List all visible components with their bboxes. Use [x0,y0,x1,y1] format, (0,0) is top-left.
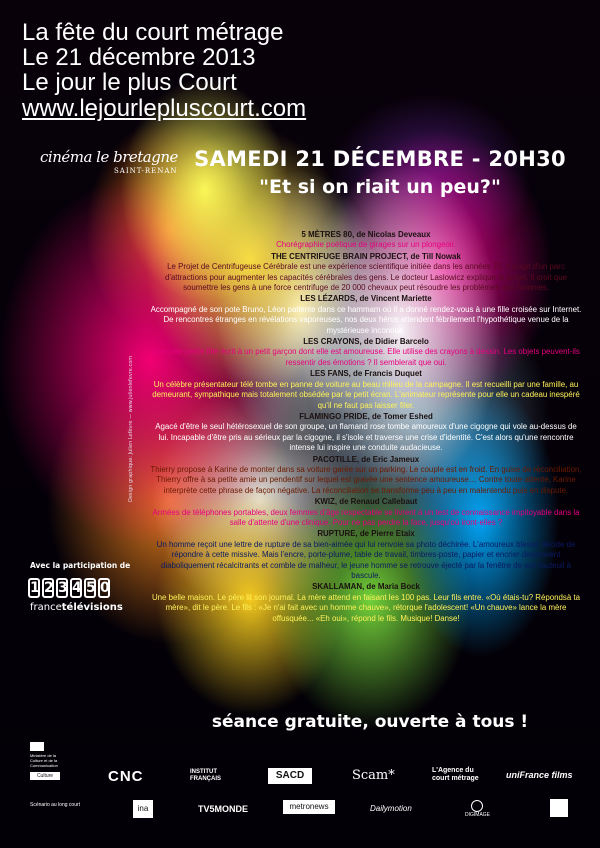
film-entry [150,497,582,528]
france-tv-channels-logo [28,578,110,600]
channel-digit: 1 [30,580,40,596]
cinema-logo-place: SAINT-RENAN [114,167,178,175]
design-credit: Design graphique: Julien Lefèvre — www.julienlefevre.com [128,355,134,502]
film-description: Une belle maison. Le père lit son journal. La mère attend en faisant les 100 pas. Leur fils entre. «Où étais-tu? Répondsà ta mère», dit le père. Le fils : «Je n'ai fait avec un homme chauve», rétorque l'adolescent! «Un chauve» lance la mère offusquée... «Eh oui», répond le fils. Musique! Danse! [151,592,581,623]
agence-court-metrage-logo: L'Agence du court métrage [432,767,479,782]
film-entry [150,582,582,624]
film-description: Accompagné de son pote Bruno, Léon patiente dans ce hammam où il a donné rendez-vous à une fille croisée sur Internet. De rencontres étranges en révélations vaporeuses, nos deux héros attendent fébrilement l'hypothétique venue de la mystérieuse inconnue. [150,304,582,335]
film-entry [150,412,582,454]
film-title: SKALLAMAN, de Maria Bock [312,582,420,592]
marianne-icon [30,742,44,751]
film-description: Une jolie petite fille écrit à un petit garçon dont elle est amoureuse. Elle utilise des crayons à dessin. Les objets peuvent-ils ressentir des émotions ? Il semblerait que oui. [152,347,580,367]
film-entry [150,455,582,497]
header-date: Le 21 décembre 2013 [22,44,256,71]
ftv-part2: télévisions [61,602,123,613]
ina-logo: ina [133,800,153,818]
film-description: Le Projet de Centrifugeuse Cérébrale est une expérience scientifique initiée dans les années 70. Il s'agit d'un parc d'attractions pour augmenter les capacités cérébrales des gens. Le docteur Laslowicz explique le projet. Il croit que soumettre les gens à une force centrifuge de 20 000 chevaux peut résoudre les problèmes des hommes. [165,262,567,293]
film-program [150,229,582,624]
france-televisions-logo [30,602,123,613]
film-title: LES LÉZARDS, de Vincent Mariette [300,294,432,304]
ministry-logo [30,742,66,768]
film-title: RUPTURE, de Pierre Etaix [317,529,415,539]
film-title: LES FANS, de Francis Duquet [310,369,422,379]
film-description: Agacé d'être le seul hétérosexuel de son groupe, un flamand rose tombe amoureux d'une cigogne qui vole au-dessus de lui. Incapable d'être pris au sérieux par la cigogne, il s'isole et traverse une crise d'identité. C'est alors qu'une rencontre intense lui inspire une conduite audacieuse. [155,422,577,453]
sacd-logo: SACD [268,768,312,784]
header-festival-name: La fête du court métrage [22,19,284,46]
channel-digit: 2 [44,580,54,596]
film-title: PACOTILLE, de Eric Jameux [312,454,420,464]
film-description: Chorégraphie poétique de girages sur un plongeoir. [276,240,456,250]
film-entry [150,369,582,411]
cinema-logo-name: cinéma le bretagne [40,148,178,166]
ftv-part1: france [30,602,62,613]
dailymotion-logo: Dailymotion [370,804,412,813]
event-date-time: SAMEDI 21 DÉCEMBRE - 20H30 [194,147,566,171]
film-title: FLAMINGO PRIDE, de Tomer Eshed [299,411,433,421]
ministry-logo-text: Ministère de la Culture et de la Communication [30,753,58,768]
metronews-logo: metronews [283,800,335,814]
film-title: 5 MÈTRES 80, de Nicolas Deveaux [301,230,431,239]
film-entry [150,230,582,251]
film-title: LES CRAYONS, de Didier Barcelo [303,337,429,347]
film-description: Un célèbre présentateur télé tombe en panne de voiture au beau milieu de la campagne. Il est recueilli par une famille, au demeurant, sympathique mais totalement obsédée par le petit écran. L'animateur représente pour elle un cadeau inespéré qu'il ne faut pas laisser filer. [152,379,580,410]
channel-digit: 0 [100,580,110,596]
channel-digit: 4 [72,580,82,596]
france-bleu-icon [550,799,568,817]
partners-label: Avec la participation de [30,561,131,570]
film-entry [150,252,582,294]
film-entry [150,529,582,581]
film-title: THE CENTRIFUGE BRAIN PROJECT, de Till Nowak [271,251,461,261]
film-entry [150,294,582,336]
event-subtitle: "Et si on riait un peu?" [259,176,501,198]
tv5monde-logo: TV5MONDE [198,804,249,814]
scam-logo: Scam* [352,768,395,783]
digimage-logo: DIGIMAGE [465,812,491,818]
film-description: Armées de téléphones portables, deux femmes d'âge respectable se livrent à un test de connaissance impitoyable dans la salle d'attente d'une clinique. Pour ne pas perdre la face, jusqu'où iront-elles ? [152,507,580,527]
film-description: Un homme reçoit une lettre de rupture de sa bien-aimée qui lui renvoie sa photo déchirée. L'amoureux blessé décide de répondre à cette missive. Mais l'encre, porte-plume, table de travail, timbres-poste, papier et encrier deviennent diaboliquement récalcitrants et comble de malheur, le jeune homme se retrouve éjecté par la fenêtre de son fauteuil à bascule. [156,539,576,580]
channel-digit: 5 [86,580,96,596]
film-entry [150,337,582,368]
institut-francais-logo: INSTITUT FRANÇAIS [190,769,221,782]
cnc-logo: CNC [108,768,144,785]
scenario-au-long-court-logo: Scénario au long court [30,802,81,808]
header-slogan: Le jour le plus Court [22,69,237,96]
film-description: Thierry propose à Karine de monter dans sa voiture garée sur un parking. Le couple est en froid. En guise de réconciliation, Thierry offre à sa petite amie un pendentif sur lequel est gravée une sentence amoureuse… Contre toute attente, Karine interprète cette phrase de façon négative. La réconciliation se transforme peu à peu en malentendu puis en dispute. [150,464,582,495]
unifrance-logo: uniFrance films [506,770,573,780]
digimage-icon [471,800,483,812]
cinema-logo [40,148,178,178]
film-title: KWIZ, de Renaud Callebaut [314,497,418,507]
culture-logo: Culture [30,772,60,780]
website-link[interactable]: www.lejourlepluscourt.com [22,95,307,122]
channel-digit: 3 [58,580,68,596]
free-entry-banner: séance gratuite, ouverte à tous ! [211,712,529,732]
